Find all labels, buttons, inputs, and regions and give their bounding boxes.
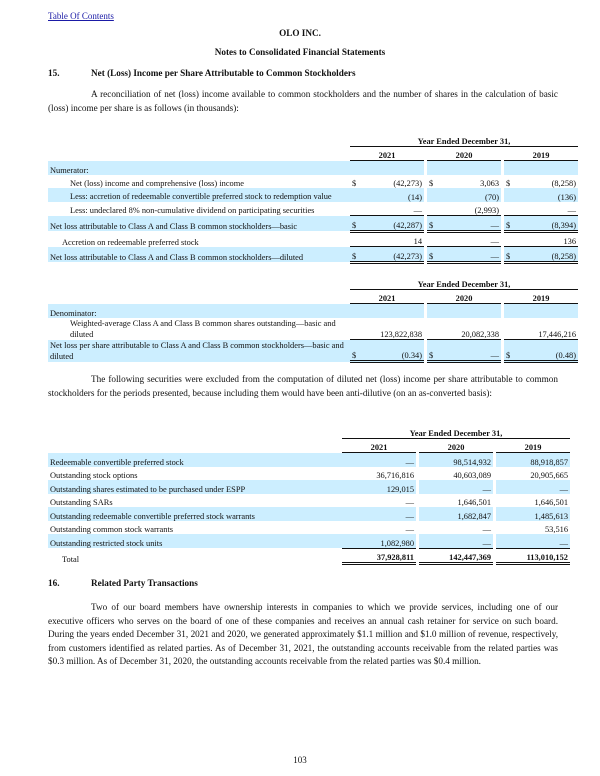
company-name: OLO INC. bbox=[279, 28, 321, 38]
related-party-body: Two of our board members have ownership interests in companies to which we provide services, including one of our executive officers who serves on the board of one of these companies and receives an annual cash retainer for service on such board. During the years ended December 31, 2021 and 2020, we generated approximately $1.1 million and $1.0 million of revenue, respectively, from customers identified as related parties. As of December 31, 2021, the outstanding accounts receivable from the related parties was $0.3 million. As of December 31, 2020, the outstanding accounts receivable from the related parties was $0.4 million. bbox=[48, 602, 558, 666]
period-header: Year Ended December 31, bbox=[342, 424, 570, 439]
year-header: 2020 bbox=[419, 439, 493, 453]
table-of-contents-link[interactable]: Table Of Contents bbox=[48, 11, 114, 21]
section-label: Denominator: bbox=[48, 304, 350, 318]
table-row: Outstanding shares estimated to be purchased under ESPP 129,015 — — bbox=[48, 480, 570, 494]
year-header: 2019 bbox=[504, 147, 578, 161]
total-row: Total 37,928,811 142,447,369 113,010,152 bbox=[48, 548, 570, 564]
table-row: Accretion on redeemable preferred stock 14 — 136 bbox=[48, 231, 578, 247]
table-row: Net loss attributable to Class A and Class B common stockholders—diluted $ (42,273) $ — $ (8,258) bbox=[48, 247, 578, 263]
page-number: 103 bbox=[293, 755, 307, 765]
section-16-heading bbox=[48, 578, 198, 588]
reconciliation-intro: A reconciliation of net (loss) income available to common stockholders and the number of shares in the calculation of basic (loss) income per share is as follows (in thousands): bbox=[48, 89, 558, 113]
page-subtitle: Notes to Consolidated Financial Statements bbox=[214, 47, 386, 57]
year-header: 2021 bbox=[350, 290, 424, 304]
table-row: Redeemable convertible preferred stock — 98,514,932 88,918,857 bbox=[48, 453, 570, 467]
year-header: 2021 bbox=[350, 147, 424, 161]
numerator-table bbox=[48, 132, 578, 264]
table-row: Net loss per share attributable to Class A and Class B common stockholders—basic and diluted $ (0.34) $ — $ (0.48) bbox=[50, 340, 576, 361]
section-number: 15. bbox=[48, 68, 60, 78]
table-row: Net (loss) income and comprehensive (loss) income $ (42,273) $ 3,063 $ (8,258) bbox=[70, 179, 576, 188]
denominator-table bbox=[48, 275, 578, 363]
section-label: Numerator: bbox=[48, 161, 350, 175]
table-row: Outstanding restricted stock units 1,082,980 — — bbox=[48, 534, 570, 548]
year-header: 2019 bbox=[504, 290, 578, 304]
table-row: Weighted-average Class A and Class B common shares outstanding—basic and diluted 123,822,838 20,082,338 17,446,216 bbox=[70, 318, 576, 339]
table-row: Outstanding stock options 36,716,816 40,603,089 20,905,665 bbox=[50, 471, 568, 480]
table-row: Outstanding redeemable convertible preferred stock warrants — 1,682,847 1,485,613 bbox=[48, 507, 570, 521]
table-row: Less: accretion of redeemable convertible preferred stock to redemption value (14) (70) (136) bbox=[48, 188, 578, 202]
table-row: Net loss attributable to Class A and Class B common stockholders—basic $ (42,287) $ — $ (8,394) bbox=[48, 216, 578, 232]
year-header: 2019 bbox=[496, 439, 570, 453]
excluded-securities-intro: The following securities were excluded from the computation of diluted net (loss) income per share attributable to common stockholders for the periods presented, because including them would have been anti-dilutive (on an as-converted basis): bbox=[48, 374, 558, 398]
year-header: 2020 bbox=[427, 290, 501, 304]
period-header: Year Ended December 31, bbox=[350, 132, 578, 147]
section-15-heading bbox=[48, 68, 356, 78]
table-row: Less: undeclared 8% non-cumulative dividend on participating securities — (2,993) — bbox=[48, 202, 578, 216]
section-title: Net (Loss) Income per Share Attributable to Common Stockholders bbox=[91, 68, 356, 78]
year-header: 2021 bbox=[342, 439, 416, 453]
period-header: Year Ended December 31, bbox=[350, 275, 578, 290]
antidilutive-securities-table bbox=[48, 424, 570, 565]
section-number: 16. bbox=[48, 578, 60, 588]
section-title: Related Party Transactions bbox=[91, 578, 198, 588]
table-row: Outstanding SARs — 1,646,501 1,646,501 bbox=[50, 498, 568, 507]
year-header: 2020 bbox=[427, 147, 501, 161]
table-row: Outstanding common stock warrants — — 53,516 bbox=[50, 525, 568, 534]
